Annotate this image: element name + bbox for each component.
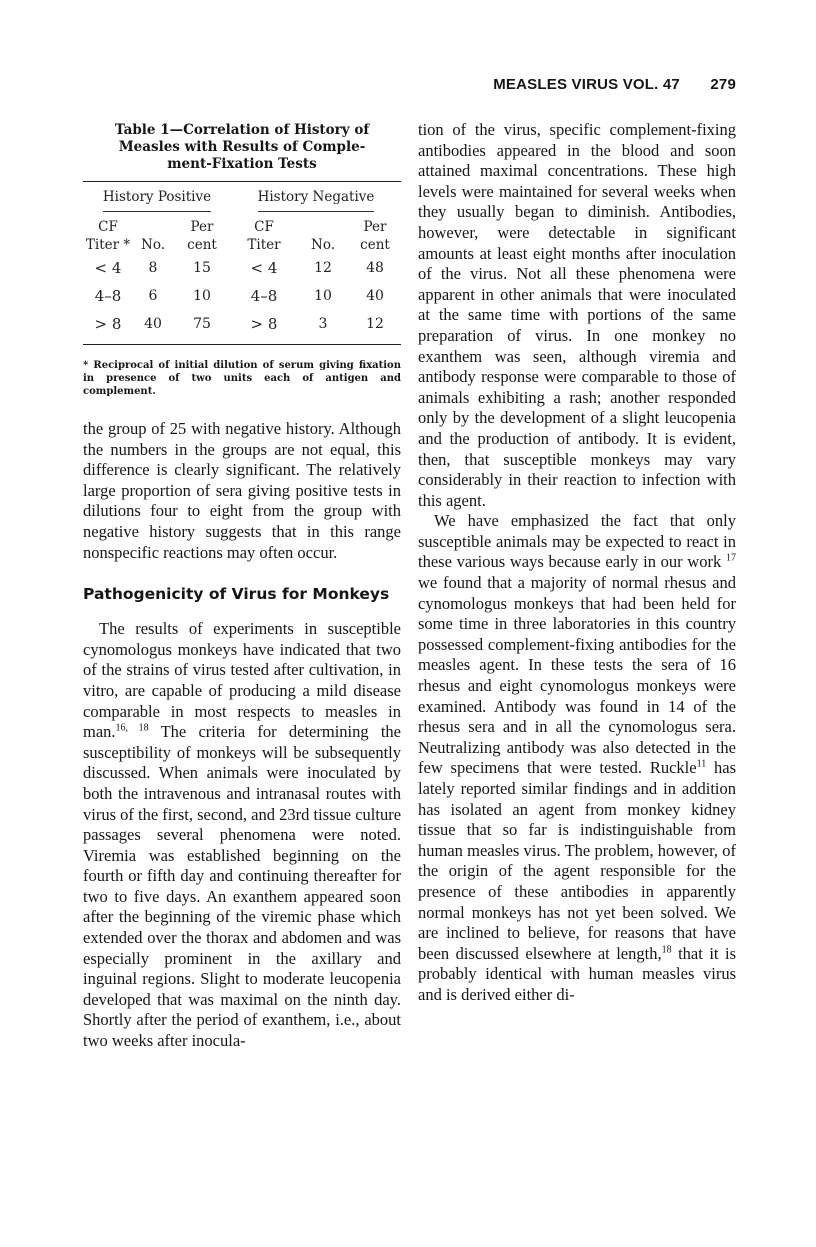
- table-row: [83, 282, 401, 310]
- table-cell: > 8: [250, 315, 278, 333]
- table-cell: < 4: [250, 259, 278, 277]
- table-footnote: * Reciprocal of initial dilution of serum giving fixation in presence of two units each of antigen and complement.: [83, 360, 401, 397]
- table-cell: 3: [318, 316, 328, 332]
- table-cell: 10: [314, 288, 332, 304]
- table-cell: 6: [148, 288, 158, 304]
- table-row: [83, 254, 401, 282]
- table-caption-line: Measles with Results of Comple-: [118, 139, 366, 155]
- table-cell: 8: [148, 260, 158, 276]
- col-header-per-cent: Per cent: [360, 219, 390, 253]
- section-heading: Pathogenicity of Virus for Monkeys: [83, 585, 390, 604]
- table-cell: > 8: [94, 315, 122, 333]
- table-caption-line: Table 1—Correlation of History of: [114, 122, 370, 138]
- table-cell: < 4: [94, 259, 122, 277]
- table-cell: 12: [314, 260, 332, 276]
- col-header-no: No.: [141, 237, 165, 253]
- table-cell: 40: [144, 316, 162, 332]
- table-bottom-rule: [83, 344, 401, 345]
- table-caption: [93, 122, 391, 173]
- citation-ref: 16, 18: [115, 722, 149, 734]
- table-caption-line: ment-Fixation Tests: [167, 156, 317, 172]
- citation-ref: 17: [726, 552, 736, 564]
- table-cell: 12: [366, 316, 384, 332]
- journal-title: MEASLES VIRUS VOL. 47: [493, 76, 680, 93]
- col-header-per-cent: Per cent: [187, 219, 217, 253]
- left-column: [83, 118, 401, 1052]
- paragraph: We have emphasized the fact that only susceptible animals may be expected to react in these various ways because early in our work $^{17}$ we found that a majority of normal rhesus and cynomologus monkeys that had been held for some time in three laboratories in this country possessed complement-fixing antibodies for the measles agent. In these tests the sera of 16 rhesus and eight cynomologus monkeys were examined. Antibody was found in 14 of the rhesus sera and in all the cynomologus sera. Neutralizing antibody was also detected in the few specimens that were tested. Ruckle$^{11}$ has lately reported similar findings and in addition has isolated an agent from monkey kidney tissue that so far is indistinguishable from human measles virus. The problem, however, of the origin of the agent responsible for the presence of these antibodies in apparently normal monkeys has not yet been solved. We are inclined to believe, for reasons that have been discussed elsewhere at length,$^{18}$ that it is probably identical with human measles virus and is derived either di-: [418, 511, 736, 1004]
- paragraph: the group of 25 with negative history. Although the numbers in the groups are not equal, this difference is clearly significant. The relatively large proportion of sera giving positive tests in dilutions four to eight from the group with negative history suggests that in this range nonspecific reactions may often occur.: [83, 419, 401, 562]
- table-cell: 40: [366, 288, 384, 304]
- table-cell: 15: [193, 260, 211, 276]
- group-header-positive: History Positive: [83, 182, 231, 218]
- paragraph: tion of the virus, specific complement-fixing antibodies appeared in the blood and soon attained maximal concentrations. These high levels were maintained for several weeks when they usually began to diminish. Antibodies, however, were detectable in significant amounts at least eight months after inoculation of the virus. Not all these phenomena were apparent in other animals that were inoculated at the same time with portions of the same preparation of virus. In one monkey no exanthem was seen, although viremia and antibody response were comparable to those of animals exhibiting a rash; another responded only by the development of a slight leucopenia and the production of antibody. It is evident, then, that susceptible monkeys may vary considerably in their reaction to infection with this agent.: [418, 120, 736, 510]
- table-cell: 75: [193, 316, 211, 332]
- col-header-no: No.: [311, 237, 335, 253]
- table-cell: 48: [366, 260, 384, 276]
- column-header-row: [83, 218, 401, 254]
- col-header-cf-titer: CF Titer *: [85, 219, 131, 253]
- right-column: [418, 120, 736, 1006]
- paragraph: The results of experiments in susceptible cynomologus monkeys have indicated that two of the strains of virus tested after cultivation, in vitro, are capable of producing a mild disease comparable in most respects to measles in man.$^{16, 18}$ The criteria for determining the susceptibility of monkeys will be subsequently discussed. When animals were inoculated by both the intravenous and intranasal routes with virus of the first, second, and 23rd tissue culture passages several phenomena were noted. Viremia was established beginning on the fourth or fifth day and continuing thereafter for two to five days. An exanthem appeared soon after the beginning of the viremic phase which extended over the thorax and abdomen and was especially prominent in the axillary and inguinal regions. Slight to moderate leucopenia developed that was maximal on the ninth day. Shortly after the period of exanthem, i.e., about two weeks after inocula-: [83, 619, 402, 1051]
- running-header: [493, 76, 736, 93]
- group-header-row: [83, 182, 401, 218]
- table-cell: 4–8: [94, 287, 122, 305]
- citation-ref: 18: [661, 944, 672, 956]
- correlation-table: [83, 182, 401, 338]
- table-cell: 10: [193, 288, 211, 304]
- page-number: 279: [710, 76, 736, 93]
- left-body-text: [83, 419, 401, 1052]
- table-row: [83, 310, 401, 338]
- citation-ref: 11: [696, 758, 707, 770]
- table-cell: 4–8: [250, 287, 278, 305]
- col-header-cf-titer: CF Titer: [247, 219, 281, 253]
- group-header-negative: History Negative: [231, 182, 401, 218]
